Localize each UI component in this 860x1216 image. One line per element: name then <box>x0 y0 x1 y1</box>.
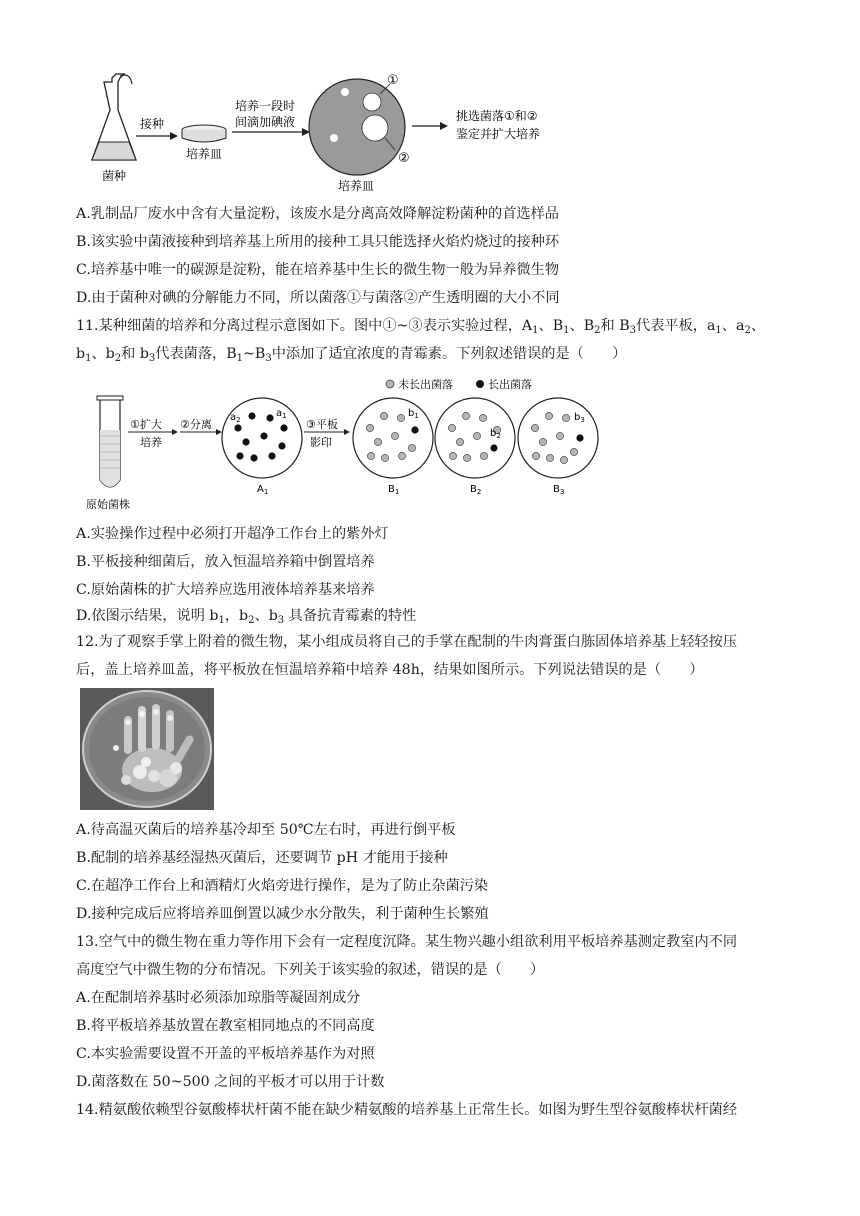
plate-b3 <box>518 398 598 478</box>
q11-option-b: B.平板接种细菌后，放入恒温培养箱中倒置培养 <box>76 554 375 570</box>
q13-option-a: A.在配制培养基时必须添加琼脂等凝固剂成分 <box>76 990 361 1006</box>
label-a1: $a_1$ <box>276 408 287 420</box>
plate-b2 <box>435 398 515 478</box>
q12-stem-line-2: 后，盖上培养皿盖，将平板放在恒温培养箱中培养 48h，结果如图所示。下列说法错误的是（ ） <box>76 662 704 678</box>
q13-option-c: C.本实验需要设置不开盖的平板培养基作为对照 <box>76 1046 375 1062</box>
label-a2: $a_2$ <box>230 412 241 424</box>
figure-replica-plating <box>82 372 622 520</box>
legend-colony: 长出菌落 <box>488 378 532 391</box>
test-tube-icon <box>97 396 123 487</box>
flask-label: 菌种 <box>102 169 127 183</box>
label-b1: $b_1$ <box>408 408 419 420</box>
q13-option-b: B.将平板培养基放置在教室相同地点的不同高度 <box>76 1018 375 1034</box>
plate-b1 <box>353 398 433 478</box>
label-b2: $b_2$ <box>490 428 501 440</box>
step2-label: ②分离 <box>180 418 212 431</box>
q11-option-a: A.实验操作过程中必须打开超净工作台上的紫外灯 <box>76 526 389 542</box>
plate-label: 培养皿 <box>338 179 375 193</box>
q12-stem-line-1: 12.为了观察手掌上附着的微生物，某小组成员将自己的手掌在配制的牛肉膏蛋白胨固体培养基上轻轻按压 <box>76 634 738 650</box>
q13-option-d: D.菌落数在 50~500 之间的平板才可以用于计数 <box>76 1074 385 1090</box>
q11-option-d: D.依图示结果，说明 $b_1$，$b_2$、$b_3$ 具备抗青霉素的特性 <box>76 608 417 626</box>
q12-option-c: C.在超净工作台上和酒精灯火焰旁进行操作，是为了防止杂菌污染 <box>76 878 489 894</box>
step1-label-bottom: 培养 <box>140 436 162 449</box>
legend-no-colony: 未长出菌落 <box>398 378 453 391</box>
plate-a1-label: $A_1$ <box>257 484 269 496</box>
q10-option-c: C.培养基中唯一的碳源是淀粉，能在培养基中生长的微生物一般为异养微生物 <box>76 262 560 278</box>
result-line-2: 鉴定并扩大培养 <box>456 127 541 141</box>
q12-option-d: D.接种完成后应将培养皿倒置以减少水分散失，利于菌种生长繁殖 <box>76 906 489 922</box>
figure-starch-plate-process <box>90 70 570 195</box>
plate-a1 <box>222 398 302 478</box>
plate-b1-label: $B_1$ <box>388 484 400 496</box>
dish-label: 培养皿 <box>186 147 223 161</box>
arrow-label-bottom: 间滴加碘液 <box>235 115 296 129</box>
plate-b3-label: $B_3$ <box>553 484 565 496</box>
q11-option-c: C.原始菌株的扩大培养应选用液体培养基来培养 <box>76 582 375 598</box>
iodine-plate <box>309 79 405 175</box>
q10-option-d: D.由于菌种对碘的分解能力不同，所以菌落①与菌落②产生透明圈的大小不同 <box>76 290 560 306</box>
colony-marker-2: ② <box>398 151 410 166</box>
arrow-label-inoculate: 接种 <box>140 117 165 131</box>
label-b3: $b_3$ <box>574 412 585 424</box>
colony-marker-1: ① <box>387 73 399 88</box>
q12-option-a: A.待高温灭菌后的培养基冷却至 50℃左右时，再进行倒平板 <box>76 822 456 838</box>
q14-stem-line-1: 14.精氨酸依赖型谷氨酸棒状杆菌不能在缺少精氨酸的培养基上正常生长。如图为野生型谷氨酸棒状杆菌经 <box>76 1102 738 1118</box>
q12-option-b: B.配制的培养基经湿热灭菌后，还要调节 pH 才能用于接种 <box>76 850 448 866</box>
step1-label-top: ①扩大 <box>130 418 162 431</box>
culture-dish-icon <box>182 125 226 142</box>
q10-option-b: B.该实验中菌液接种到培养基上所用的接种工具只能选择火焰灼烧过的接种环 <box>76 234 560 250</box>
q11-stem-line-1: 11.某种细菌的培养和分离过程示意图如下。图中①~③表示实验过程，$A_1$、$B_1$、$B_2$和 $B_3$代表平板，$a_1$、$a_2$、 <box>76 318 766 336</box>
arrow-label-top: 培养一段时 <box>235 99 296 113</box>
plate-b2-label: $B_2$ <box>470 484 482 496</box>
q11-stem-line-2: $b_1$、$b_2$和 $b_3$代表菌落，$B_1\sim B_3$中添加了适宜浓度的青霉素。下列叙述错误的是（ ） <box>76 346 627 364</box>
handprint-petri-dish-photo <box>80 688 214 810</box>
step3-label-bottom: 影印 <box>310 436 332 449</box>
step3-label-top: ③平板 <box>306 418 338 431</box>
result-line-1: 挑选菌落①和② <box>456 109 538 123</box>
q10-option-a: A.乳制品厂废水中含有大量淀粉，该废水是分离高效降解淀粉菌种的首选样品 <box>76 206 559 222</box>
tube-label: 原始菌株 <box>86 498 130 511</box>
q13-stem-line-2: 高度空气中微生物的分布情况。下列关于该实验的叙述，错误的是（ ） <box>76 962 545 978</box>
q13-stem-line-1: 13.空气中的微生物在重力等作用下会有一定程度沉降。某生物兴趣小组欲利用平板培养基测定教室内不同 <box>76 934 738 950</box>
flask-icon <box>92 74 136 160</box>
